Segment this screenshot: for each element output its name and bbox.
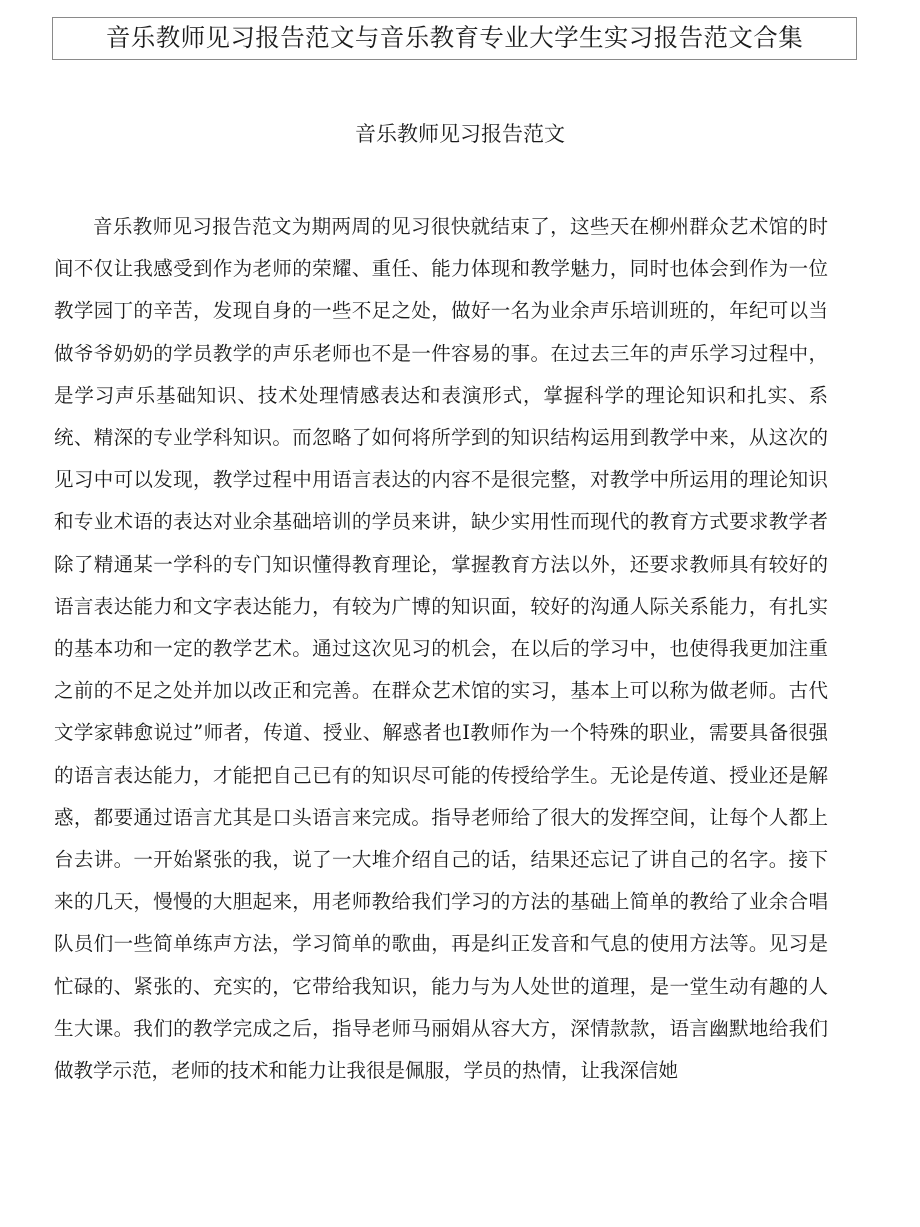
document-header-box bbox=[52, 17, 857, 60]
document-title: 音乐教师见习报告范文与音乐教育专业大学生实习报告范文合集 bbox=[105, 23, 804, 53]
section-title: 音乐教师见习报告范文 bbox=[355, 122, 565, 146]
body-paragraph: 音乐教师见习报告范文为期两周的见习很快就结束了，这些天在柳州群众艺术馆的时间不仅让我感受到作为老师的荣耀、重任、能力体现和教学魅力，同时也体会到作为一位教学园丁的辛苦，发现自身的一些不足之处，做好一名为业余声乐培训班的，年纪可以当做爷爷奶奶的学员教学的声乐老师也不是一件容易的事。在过去三年的声乐学习过程中，是学习声乐基础知识、技术处理情感表达和表演形式，掌握科学的理论知识和扎实、系统、精深的专业学科知识。而忽略了如何将所学到的知识结构运用到教学中来，从这次的见习中可以发现，教学过程中用语言表达的内容不是很完整，对教学中所运用的理论知识和专业术语的表达对业余基础培训的学员来讲，缺少实用性而现代的教育方式要求教学者除了精通某一学科的专门知识懂得教育理论，掌握教育方法以外，还要求教师具有较好的语言表达能力和文字表达能力，有较为广博的知识面，较好的沟通人际关系能力，有扎实的基本功和一定的教学艺术。通过这次见习的机会，在以后的学习中，也使得我更加注重之前的不足之处并加以改正和完善。在群众艺术馆的实习，基本上可以称为做老师。古代文学家韩愈说过”师者，传道、授业、解惑者也I教师作为一个特殊的职业，需要具备很强的语言表达能力，才能把自己已有的知识尽可能的传授给学生。无论是传道、授业还是解惑，都要通过语言尤其是口头语言来完成。指导老师给了很大的发挥空间，让每个人都上台去讲。一开始紧张的我，说了一大堆介绍自己的话，结果还忘记了讲自己的名字。接下来的几天，慢慢的大胆起来，用老师教给我们学习的方法的基础上简单的教给了业余合唱队员们一些简单练声方法，学习简单的歌曲，再是纠正发音和气息的使用方法等。见习是忙碌的、紧张的、充实的，它带给我知识，能力与为人处世的道理，是一堂生动有趣的人生大课。我们的教学完成之后，指导老师马丽娟从容大方，深情款款，语言幽默地给我们做教学示范，老师的技术和能力让我很是佩服，学员的热情，让我深信她 bbox=[54, 215, 828, 1083]
